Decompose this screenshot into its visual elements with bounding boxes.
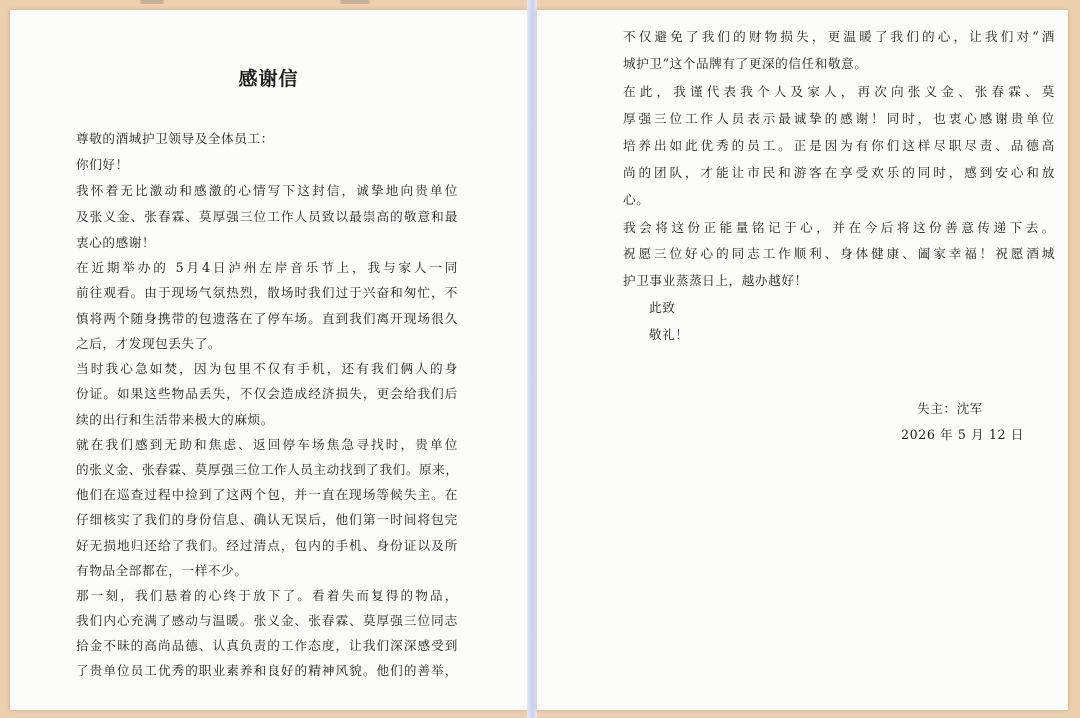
text-line: 的张义金、张春霖、莫厚强三位工作人员主动找到了我们。原来， bbox=[76, 462, 459, 477]
letter-title: 感谢信 bbox=[238, 68, 299, 90]
text-line: 续的出行和生活带来极大的麻烦。 bbox=[76, 412, 274, 427]
letter-page-right bbox=[537, 10, 1068, 710]
text-line: 份证。如果这些物品丢失，不仅会造成经济损失，更会给我们后 bbox=[76, 386, 458, 401]
closing-line: 此致 bbox=[649, 300, 676, 315]
text-line: 在近期举办的 5月4日泸州左岸音乐节上，我与家人一同 bbox=[76, 260, 458, 275]
text-line: 尚的团队，才能让市民和游客在享受欢乐的同时，感到安心和放 bbox=[623, 165, 1055, 180]
letter-date: 2026 年 5 月 12 日 bbox=[901, 427, 1024, 442]
text-line: 前往观看。由于现场气氛热烈，散场时我们过于兴奋和匆忙，不 bbox=[76, 285, 458, 300]
text-line: 那一刻，我们悬着的心终于放下了。看着失而复得的物品， bbox=[76, 588, 458, 603]
text-line: 祝愿三位好心的同志工作顺利、身体健康、阖家幸福！祝愿酒城 bbox=[623, 246, 1055, 261]
text-line: 衷心的感谢！ bbox=[76, 235, 156, 250]
text-line: 他们在巡查过程中捡到了这两个包，并一直在现场等候失主。在 bbox=[76, 487, 458, 502]
text-line: 了贵单位员工优秀的职业素养和良好的精神风貌。他们的善举， bbox=[76, 663, 458, 678]
signature: 失主：沈军 bbox=[917, 401, 983, 416]
text-line: 有物品全部都在，一样不少。 bbox=[76, 563, 248, 578]
closing-salute: 敬礼！ bbox=[649, 327, 689, 342]
text-line: 培养出如此优秀的员工。正是因为有你们这样尽职尽责、品德高 bbox=[623, 138, 1055, 153]
text-line: 护卫事业蒸蒸日上，越办越好！ bbox=[623, 273, 808, 288]
scan-mark bbox=[340, 0, 370, 4]
letter-page-left bbox=[10, 10, 527, 710]
text-line: 好无损地归还给了我们。经过清点，包内的手机、身份证以及所 bbox=[76, 538, 458, 553]
greeting: 你们好！ bbox=[76, 157, 129, 172]
text-line: 城护卫”这个品牌有了更深的信任和敬意。 bbox=[623, 56, 868, 71]
text-line: 厚强三位工作人员表示最诚挚的感谢！同时，也衷心感谢贵单位 bbox=[623, 111, 1055, 126]
text-line: 及张义金、张春霖、莫厚强三位工作人员致以最崇高的敬意和最 bbox=[76, 209, 458, 224]
text-line: 心。 bbox=[623, 192, 650, 207]
text-line: 我们内心充满了感动与温暖。张义金、张春霖、莫厚强三位同志 bbox=[76, 613, 458, 628]
text-line: 就在我们感到无助和焦虑、返回停车场焦急寻找时，贵单位 bbox=[76, 437, 458, 452]
scan-mark bbox=[140, 0, 164, 4]
text-line: 慎将两个随身携带的包遗落在了停车场。直到我们离开现场很久 bbox=[76, 311, 458, 326]
page-gutter bbox=[527, 0, 537, 718]
text-line: 之后，才发现包丢失了。 bbox=[76, 336, 222, 351]
salutation: 尊敬的酒城护卫领导及全体员工： bbox=[76, 131, 274, 146]
text-line: 我怀着无比激动和感激的心情写下这封信，诚挚地向贵单位 bbox=[76, 183, 458, 198]
text-line: 仔细核实了我们的身份信息、确认无误后，他们第一时间将包完 bbox=[76, 512, 458, 527]
text-line: 拾金不昧的高尚品德、认真负责的工作态度，让我们深深感受到 bbox=[76, 638, 458, 653]
text-line: 当时我心急如焚，因为包里不仅有手机，还有我们俩人的身 bbox=[76, 361, 458, 376]
text-line: 不仅避免了我们的财物损失，更温暖了我们的心，让我们对“酒 bbox=[623, 29, 1055, 44]
text-line: 我会将这份正能量铭记于心，并在今后将这份善意传递下去。 bbox=[623, 220, 1055, 235]
text-line: 在此，我谨代表我个人及家人，再次向张义金、张春霖、莫 bbox=[623, 84, 1055, 99]
